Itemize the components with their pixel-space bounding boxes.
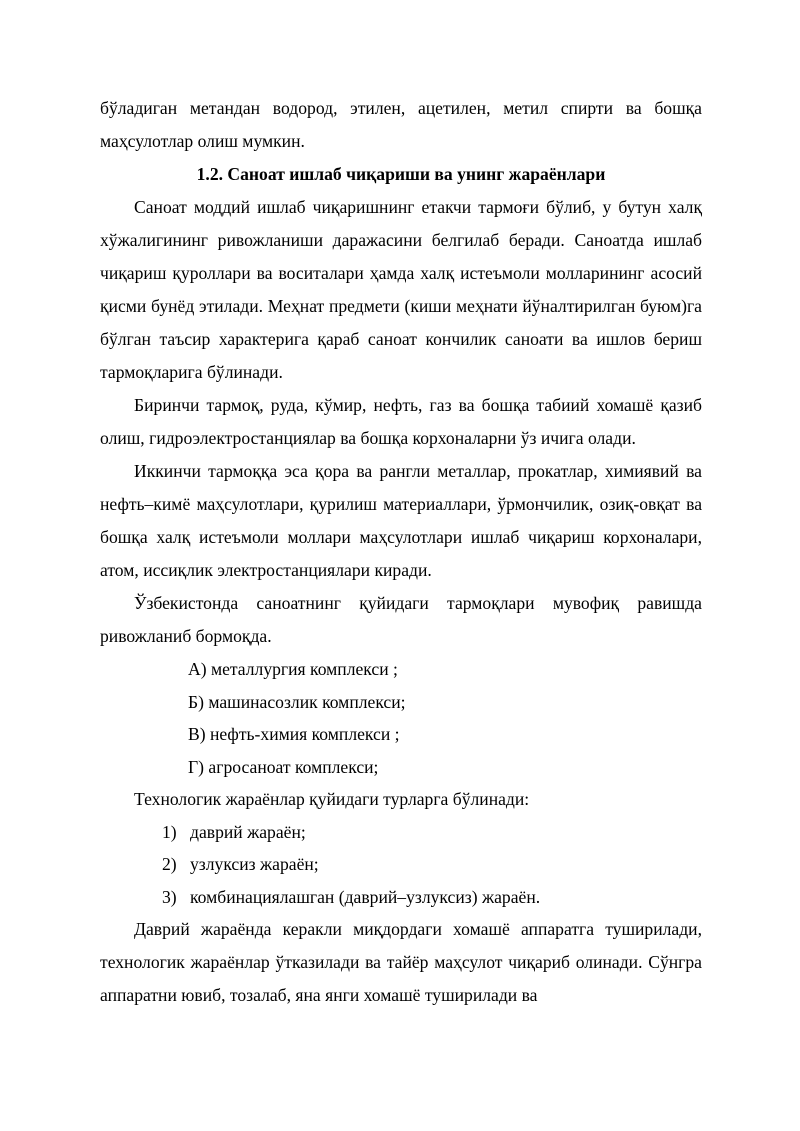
list-item-number: 3) (162, 886, 177, 907)
list-item (100, 816, 702, 849)
complexes-list (100, 653, 702, 783)
list-item: В) нефть-химия комплекси ; (188, 724, 400, 744)
list-item-number: 1) (162, 821, 177, 842)
list-item: Г) агросаноат комплекси; (188, 756, 379, 777)
list-item: Б) машинасозлик комплекси; (188, 691, 406, 712)
list-item-text: узлуксиз жараён; (190, 854, 319, 874)
section-heading: 1.2. Саноат ишлаб чиқариши ва унинг жараёнлари (196, 164, 606, 184)
process-types-intro: Технологик жараёнлар қуйидаги турларга бўлинади: (134, 789, 530, 809)
list-item-text: даврий жараён; (190, 821, 306, 842)
list-item: А) металлургия комплекси ; (188, 659, 398, 679)
paragraph-second-branch: Иккинчи тармоққа эса қора ва рангли металлар, прокатлар, химиявий ва нефть–кимё маҳсулотлари, қурилиш материаллари, ўрмончилик, озиқ-овқат ва бошқа халқ истеъмоли моллари маҳсулотлари ишлаб чиқариш корхоналари, атом, иссиқлик электростанциялари киради. (100, 461, 702, 580)
paragraph-industry-overview: Саноат моддий ишлаб чиқаришнинг етакчи тармоғи бўлиб, у бутун халқ хўжалигининг ривожланиши даражасини белгилаб беради. Саноатда ишлаб чиқариш қуроллари ва воситалари ҳамда халқ истеъмоли молларининг асосий қисми бунёд этилади. Меҳнат предмети (киши меҳнати йўналтирилган буюм)га бўлган таъсир характерига қараб саноат кончилик саноати ва ишлов бериш тармоқларига бўлинади. (100, 197, 702, 382)
list-item (100, 848, 702, 881)
list-item-text: комбинациялашган (даврий–узлуксиз) жараён. (190, 886, 541, 907)
process-types-list (100, 816, 702, 914)
paragraph-first-branch: Биринчи тармоқ, руда, кўмир, нефть, газ ва бошқа табиий хомашё қазиб олиш, гидроэлектростанциялар ва бошқа корхоналарни ўз ичига олади. (100, 395, 702, 448)
list-item (100, 881, 702, 914)
paragraph-uzbekistan-branches: Ўзбекистонда саноатнинг қуйидаги тармоқлари мувофиқ равишда ривожланиб бормоқда. (100, 593, 702, 646)
list-item-number: 2) (162, 854, 177, 874)
intro-paragraph: бўладиган метандан водород, этилен, ацетилен, метил спирти ва бошқа маҳсулотлар олиш мумкин. (100, 98, 702, 151)
paragraph-batch-process: Даврий жараёнда керакли миқдордаги хомашё аппаратга туширилади, технологик жараёнлар ўтказилади ва тайёр маҳсулот чиқариб олинади. Сўнгра аппаратни ювиб, тозалаб, яна янги хомашё туширилади ва (100, 919, 702, 1005)
document-page (100, 92, 702, 1012)
